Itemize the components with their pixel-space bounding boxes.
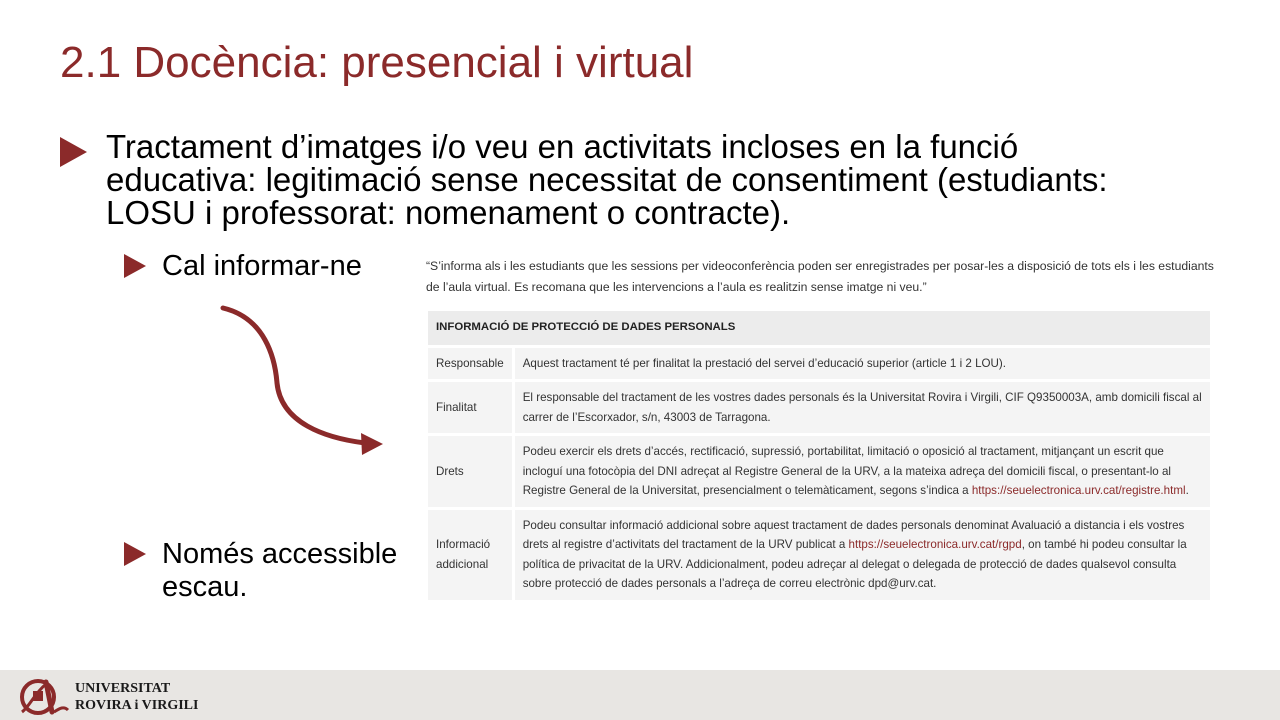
main-bullet-line-3: LOSU i professorat: nomenament o contracte). bbox=[106, 194, 791, 231]
row-text-after: . bbox=[1185, 484, 1189, 497]
main-bullet-line-2: educativa: legitimació sense necessitat de consentiment (estudiants: bbox=[106, 161, 1108, 198]
sub-bullet-inform-text: Cal informar-ne bbox=[162, 250, 362, 282]
sub-bullet-access-text bbox=[162, 538, 397, 604]
university-name-line-1: UNIVERSITAT bbox=[75, 681, 171, 696]
row-label: Informació addicional bbox=[428, 510, 515, 600]
main-bullet bbox=[60, 130, 1210, 229]
row-text: Aquest tractament té per finalitat la prestació del servei d’educació superior (article 1 i 2 LOU). bbox=[515, 348, 1210, 380]
table-row bbox=[428, 382, 1210, 433]
registre-link[interactable]: https://seuelectronica.urv.cat/registre.html bbox=[971, 484, 1186, 497]
sub-bullet-inform bbox=[124, 250, 362, 283]
row-text bbox=[515, 436, 1210, 507]
table-row bbox=[428, 348, 1210, 380]
data-protection-table bbox=[428, 308, 1210, 603]
triangle-bullet-icon bbox=[124, 254, 146, 278]
row-text: El responsable del tractament de les vostres dades personals és la Universitat Rovira i Virgili, CIF Q9350003A, amb domicili fiscal al carrer de l’Escorxador, s/n, 43003 de Tarragona. bbox=[515, 382, 1210, 433]
triangle-bullet-icon bbox=[60, 137, 87, 167]
row-text-after: , on també hi podeu consultar la política de privacitat de la URV. Addicionalment, podeu adreçar al delegat o delegada de protecció de dades qualsevol consulta sobre protecció de dades personals a l’adreça de correu electrònic dpd@urv.cat. bbox=[522, 538, 1187, 590]
recording-notice: “S’informa als i les estudiants que les sessions per videoconferència poden ser enregistrades per posar-les a disposició de tots els i les estudiants de l’aula virtual. Es recomana que les intervencions a l’aula es realitzin sense imatge ni veu.” bbox=[426, 259, 1214, 294]
table-row bbox=[428, 436, 1210, 507]
row-text bbox=[515, 510, 1210, 600]
row-label: Drets bbox=[428, 436, 515, 507]
rgpd-link[interactable]: https://seuelectronica.urv.cat/rgpd bbox=[848, 538, 1022, 551]
table-header: INFORMACIÓ DE PROTECCIÓ DE DADES PERSONALS bbox=[428, 311, 1210, 345]
table-row bbox=[428, 510, 1210, 600]
slide-title: 2.1 Docència: presencial i virtual bbox=[60, 38, 694, 87]
sub-bullet-access-line-1: Només accessible bbox=[162, 538, 398, 570]
row-label: Finalitat bbox=[428, 382, 515, 433]
triangle-bullet-icon bbox=[124, 542, 146, 566]
row-text-before: Podeu consultar informació addicional sobre aquest tractament de dades personals denominat Avaluació a distancia i els vostres drets al registre d’activitats del tractament de la URV publicat a bbox=[522, 518, 1185, 551]
sub-bullet-access-line-2: escau. bbox=[162, 571, 248, 603]
university-name-line-2: ROVIRA i VIRGILI bbox=[75, 698, 199, 713]
urv-logo-icon bbox=[16, 676, 70, 716]
main-bullet-line-1: Tractament d’imatges i/o veu en activitats incloses en la funció bbox=[106, 128, 1019, 165]
footer-bar bbox=[0, 670, 1280, 720]
row-text-before: Podeu exercir els drets d’accés, rectificació, supressió, portabilitat, limitació o oposició al tractament, mitjançant un escrit que incloguí una fotocòpia del DNI adreçat al Registre General de la URV, a la mateixa adreça del domicili fiscal, o presentant-lo al Registre General de la Universitat, presencialment o telemàticament, segons s’indica a bbox=[522, 445, 1172, 497]
main-bullet-text bbox=[106, 130, 1210, 229]
curved-arrow-icon bbox=[215, 298, 390, 458]
university-name bbox=[75, 680, 198, 714]
row-label: Responsable bbox=[428, 348, 515, 380]
sub-bullet-access bbox=[124, 538, 397, 604]
